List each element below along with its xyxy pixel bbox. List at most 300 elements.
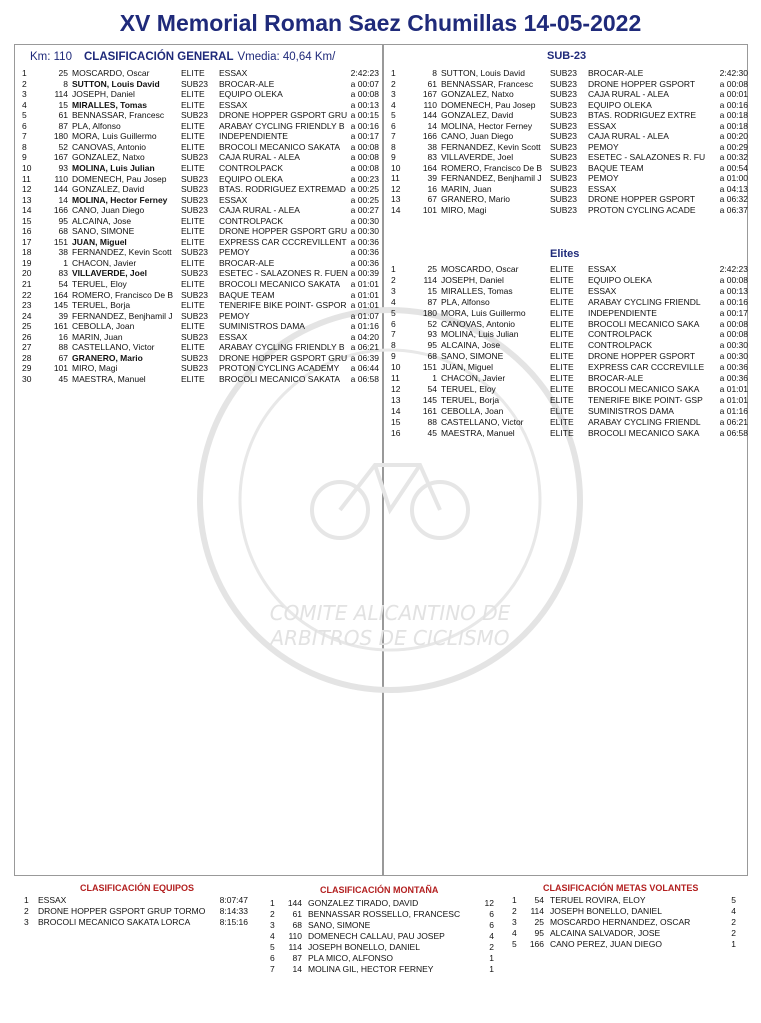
dorsal: 145 — [53, 300, 68, 311]
category: ELITE — [181, 162, 205, 173]
position: 3 — [512, 917, 517, 927]
rider-name: GRANERO, Mario — [441, 194, 510, 204]
dorsal: 68 — [292, 920, 302, 930]
dorsal: 114 — [530, 906, 544, 916]
time: a 00:30 — [719, 340, 748, 351]
rider-name: CANOVAS, Antonio — [441, 318, 516, 329]
position: 1 — [391, 264, 396, 274]
position: 29 — [22, 363, 32, 374]
rider-name: ROMERO, Francisco De B — [72, 289, 174, 300]
position: 9 — [22, 152, 27, 163]
position: 12 — [391, 183, 401, 194]
rider-name: MOLINA, Hector Ferney — [72, 194, 168, 205]
team-name: PROTON CYCLING ACADEMY — [219, 363, 340, 374]
table-row — [391, 428, 751, 439]
table-row — [22, 205, 382, 216]
table-row — [391, 329, 751, 340]
category: ELITE — [550, 285, 574, 296]
category: SUB23 — [181, 363, 208, 374]
position: 7 — [270, 964, 275, 974]
time: a 00:30 — [719, 351, 748, 362]
time: a 00:07 — [350, 78, 379, 89]
points: 12 — [484, 898, 494, 908]
category: ELITE — [550, 362, 574, 373]
team-name: DRONE HOPPER GSPORT — [588, 194, 696, 204]
dorsal: 180 — [422, 307, 437, 318]
position: 2 — [391, 274, 396, 285]
time: a 00:08 — [719, 274, 748, 285]
position: 15 — [391, 416, 401, 427]
dorsal: 83 — [427, 152, 437, 162]
table-row — [22, 353, 382, 364]
position: 10 — [391, 162, 401, 173]
team-name: BAQUE TEAM — [219, 289, 275, 300]
rider-name: JOSEPH BONELLO, DANIEL — [550, 906, 662, 916]
team-name: ARABAY CYCLING FRIENDL — [588, 296, 701, 307]
time: a 06:39 — [350, 352, 379, 363]
time: a 01:16 — [719, 405, 748, 416]
rider-name: MOLINA, Luis Julian — [441, 329, 519, 340]
dorsal: 110 — [288, 931, 302, 941]
time: a 06:44 — [350, 363, 379, 374]
dorsal: 45 — [427, 427, 437, 438]
team-name: PEMOY — [219, 247, 250, 258]
rider-name: ROMERO, Francisco De B — [441, 162, 543, 173]
points: 2 — [731, 917, 736, 927]
team-name: TENERIFE BIKE POINT- GSPOR — [219, 300, 347, 311]
table-row — [22, 300, 382, 311]
table-row — [391, 163, 751, 174]
rider-name: MIRALLES, Tomas — [441, 285, 513, 296]
dorsal: 167 — [53, 152, 68, 163]
category: SUB23 — [181, 247, 208, 258]
table-row — [391, 362, 751, 373]
table-row — [22, 142, 382, 153]
time: a 01:16 — [350, 321, 379, 332]
category: ELITE — [550, 340, 574, 351]
dorsal: 144 — [422, 110, 437, 120]
time: a 01:01 — [350, 289, 379, 300]
category: ELITE — [181, 68, 205, 78]
dorsal: 54 — [534, 895, 544, 905]
category: SUB23 — [181, 331, 208, 342]
category: SUB23 — [550, 89, 577, 99]
team-name: EXPRESS CAR CCCREVILLENT — [219, 236, 347, 247]
time: a 00:01 — [719, 89, 748, 99]
team-name: BROCAR-ALE — [588, 68, 644, 78]
team-name: BROCOLI MECANICO SAKATA — [219, 279, 341, 289]
team-name: ESETEC - SALAZONES R. FUEN — [219, 268, 348, 279]
dorsal: 1 — [63, 257, 68, 268]
rider-name: JOSEPH, Daniel — [72, 89, 135, 100]
dorsal: 88 — [427, 416, 437, 427]
category: SUB23 — [550, 194, 577, 204]
dorsal: 38 — [58, 247, 68, 258]
time: a 00:25 — [350, 184, 379, 195]
rider-name: PLA MICO, ALFONSO — [308, 953, 394, 963]
rider-name: BENNASSAR, Francesc — [72, 110, 165, 121]
team-name: ARABAY CYCLING FRIENDLY B — [219, 342, 345, 353]
rider-name: CEBOLLA, Joan — [72, 321, 135, 332]
points: 1 — [489, 953, 494, 963]
dorsal: 164 — [53, 289, 68, 300]
table-row — [22, 279, 382, 290]
table-row — [391, 297, 751, 308]
position: 15 — [22, 215, 32, 226]
category: ELITE — [550, 373, 574, 383]
points: 6 — [489, 920, 494, 930]
table-row — [391, 121, 751, 132]
time: a 01:07 — [350, 310, 379, 321]
position: 19 — [22, 257, 32, 268]
rider-name: CANO, Juan Diego — [441, 131, 514, 141]
category: ELITE — [181, 236, 205, 247]
rider-name: SUTTON, Louis David — [441, 68, 525, 78]
position: 8 — [391, 340, 396, 351]
table-row — [22, 110, 382, 121]
rider-name: FERNANDEZ, Kevin Scott — [441, 141, 541, 152]
montana-title: CLASIFICACIÓN MONTAÑA — [320, 885, 439, 895]
position: 26 — [22, 331, 32, 342]
table-row — [391, 340, 751, 351]
table-row — [22, 237, 382, 248]
category: SUB23 — [550, 99, 577, 110]
time: a 00:08 — [350, 152, 379, 163]
table-row — [391, 131, 751, 142]
dorsal: 101 — [422, 204, 437, 215]
position: 2 — [270, 909, 275, 919]
position: 1 — [22, 68, 27, 78]
time: a 00:08 — [719, 318, 748, 329]
position: 25 — [22, 321, 32, 332]
table-row — [22, 216, 382, 227]
position: 8 — [391, 141, 396, 152]
team-name: BROCAR-ALE — [219, 78, 275, 89]
elites-title: Elites — [550, 248, 580, 260]
table-row — [391, 173, 751, 184]
time: a 06:21 — [350, 342, 379, 353]
category: ELITE — [550, 264, 574, 274]
dorsal: 144 — [53, 184, 68, 195]
category: SUB23 — [181, 173, 208, 184]
position: 13 — [391, 394, 401, 405]
time: a 00:08 — [350, 162, 379, 173]
category: ELITE — [550, 274, 574, 285]
rider-name: GRANERO, Mario — [72, 352, 143, 363]
points: 1 — [731, 939, 736, 949]
time: a 00:17 — [350, 131, 379, 142]
dorsal: 14 — [58, 194, 68, 205]
position: 3 — [22, 89, 27, 100]
dorsal: 114 — [54, 89, 68, 100]
rider-name: PLA, Alfonso — [441, 296, 490, 307]
team-name: BROCOLI MECANICO SAKA — [588, 383, 700, 394]
general-title: CLASIFICACIÓN GENERAL — [83, 51, 234, 63]
team-name: BROCOLI MECANICO SAKATA — [219, 141, 341, 152]
table-row — [22, 311, 382, 322]
category: ELITE — [181, 300, 205, 311]
category: SUB23 — [550, 183, 577, 194]
position: 6 — [22, 120, 27, 131]
table-row — [391, 142, 751, 153]
team-name: CONTROLPACK — [219, 215, 284, 226]
time: a 04:13 — [719, 183, 748, 194]
position: 16 — [22, 226, 32, 237]
category: ELITE — [550, 329, 574, 340]
team-name: INDEPENDIENTE — [588, 307, 657, 318]
table-row — [22, 363, 382, 374]
category: ELITE — [181, 342, 205, 353]
position: 1 — [270, 898, 275, 908]
time: a 00:17 — [719, 307, 748, 318]
team-name: PROTON CYCLING ACADE — [588, 204, 696, 215]
team-name: EQUIPO OLEKA — [219, 89, 283, 100]
table-row — [391, 373, 751, 384]
category: ELITE — [550, 383, 574, 394]
rider-name: GONZALEZ, David — [72, 184, 145, 195]
table-row — [22, 374, 382, 385]
rider-name: TERUEL ROVIRA, ELOY — [550, 895, 646, 905]
rider-name: JUAN, Miguel — [441, 362, 493, 373]
category: SUB23 — [550, 120, 577, 131]
category: ELITE — [550, 296, 574, 307]
time: a 00:08 — [350, 141, 379, 152]
category: SUB23 — [181, 110, 208, 121]
dorsal: 1 — [432, 373, 437, 383]
position: 3 — [391, 89, 396, 99]
team-name: PEMOY — [219, 310, 250, 321]
dorsal: 166 — [529, 939, 544, 949]
position: 6 — [391, 120, 396, 131]
page-title: XV Memorial Roman Saez Chumillas 14-05-2022 — [119, 10, 642, 36]
dorsal: 161 — [53, 321, 68, 332]
category: SUB23 — [550, 152, 577, 162]
rider-name: MIRO, Magi — [441, 204, 487, 215]
time: a 00:30 — [350, 226, 379, 237]
dorsal: 14 — [427, 120, 437, 131]
position: 11 — [22, 173, 31, 184]
team-name: ESSAX — [219, 194, 248, 205]
team-name: BROCOLI MECANICO SAKATA — [219, 373, 341, 384]
time: 8:14:33 — [219, 906, 248, 916]
position: 4 — [512, 928, 517, 938]
time: a 00:29 — [719, 141, 748, 152]
category: ELITE — [181, 131, 205, 142]
team-name: ESETEC - SALAZONES R. FU — [588, 152, 706, 162]
team-name: CAJA RURAL - ALEA — [588, 131, 669, 141]
dorsal: 180 — [53, 131, 68, 142]
rider-name: GONZALEZ, Natxo — [72, 152, 145, 163]
dorsal: 93 — [427, 329, 437, 340]
rider-name: FERNANDEZ, Kevin Scott — [72, 247, 172, 258]
rider-name: MORA, Luis Guillermo — [441, 307, 526, 318]
team-name: CONTROLPACK — [588, 340, 653, 351]
team-name: ESSAX — [588, 264, 617, 274]
time: a 00:18 — [719, 110, 748, 120]
team-name: BAQUE TEAM — [588, 162, 644, 173]
dorsal: 39 — [58, 310, 68, 321]
rider-name: CANO, Juan Diego — [72, 205, 145, 216]
rider-name: MIRALLES, Tomas — [72, 99, 147, 110]
dorsal: 8 — [432, 68, 437, 78]
time: a 06:58 — [350, 373, 379, 384]
table-row — [22, 152, 382, 163]
time: a 01:01 — [350, 279, 379, 289]
table-row — [22, 100, 382, 111]
time: 2:42:23 — [350, 68, 379, 78]
dorsal: 83 — [58, 268, 68, 279]
position: 4 — [391, 99, 396, 110]
dorsal: 87 — [58, 120, 68, 131]
rider-name: TERUEL, Eloy — [441, 383, 496, 394]
category: ELITE — [550, 405, 574, 416]
rider-name: MARIN, Juan — [441, 183, 492, 194]
dorsal: 15 — [58, 99, 68, 110]
time: a 01:00 — [719, 173, 748, 183]
team-name: CONTROLPACK — [588, 329, 653, 340]
time: a 00:36 — [350, 247, 379, 258]
position: 30 — [22, 373, 32, 384]
time: a 00:30 — [350, 215, 379, 226]
time: a 00:08 — [719, 329, 748, 340]
team-name: ESSAX — [219, 68, 248, 78]
rider-name: CHACON, Javier — [72, 257, 137, 268]
sub23-title: SUB-23 — [547, 50, 587, 62]
category: SUB23 — [181, 78, 208, 89]
team-name: BTAS. RODRIGUEZ EXTRE — [588, 110, 696, 120]
position: 3 — [24, 917, 29, 927]
dorsal: 144 — [287, 898, 302, 908]
dorsal: 45 — [58, 373, 68, 384]
dorsal: 61 — [427, 78, 437, 89]
dorsal: 166 — [422, 131, 437, 141]
dorsal: 151 — [422, 362, 437, 373]
rider-name: JOSEPH BONELLO, DANIEL — [308, 942, 420, 952]
time: a 00:36 — [350, 257, 379, 268]
rider-name: SANO, SIMONE — [72, 226, 135, 237]
table-row — [391, 89, 751, 100]
dorsal: 52 — [58, 141, 68, 152]
dorsal: 54 — [58, 279, 68, 289]
dorsal: 114 — [423, 274, 437, 285]
dorsal: 14 — [292, 964, 302, 974]
position: 7 — [391, 131, 396, 141]
time: 8:07:47 — [219, 895, 248, 905]
table-row — [391, 68, 751, 79]
rider-name: VILLAVERDE, Joel — [441, 152, 514, 162]
rider-name: TERUEL, Eloy — [72, 279, 127, 289]
position: 5 — [270, 942, 275, 952]
rider-name: DOMENECH, Pau Josep — [72, 173, 167, 184]
rider-name: PLA, Alfonso — [72, 120, 121, 131]
dorsal: 110 — [54, 173, 68, 184]
dorsal: 68 — [58, 226, 68, 237]
time: a 00:36 — [719, 373, 748, 383]
position: 3 — [270, 920, 275, 930]
category: ELITE — [550, 416, 574, 427]
points: 1 — [489, 964, 494, 974]
team-name: BROCAR-ALE — [219, 257, 275, 268]
dorsal: 61 — [292, 909, 302, 919]
rider-name: CASTELLANO, Victor — [72, 342, 155, 353]
dorsal: 8 — [63, 78, 68, 89]
table-row — [22, 195, 382, 206]
category: SUB23 — [550, 204, 577, 215]
dorsal: 38 — [427, 141, 437, 152]
position: 7 — [391, 329, 396, 340]
dorsal: 88 — [58, 342, 68, 353]
rider-name: BENNASSAR ROSSELLO, FRANCESC — [308, 909, 461, 919]
category: SUB23 — [550, 141, 577, 152]
rider-name: MIRO, Magi — [72, 363, 118, 374]
position: 6 — [270, 953, 275, 963]
table-row — [22, 290, 382, 301]
rider-name: SUTTON, Louis David — [72, 78, 160, 89]
points: 2 — [489, 942, 494, 952]
category: ELITE — [550, 427, 574, 438]
team-name: SUMINISTROS DAMA — [219, 321, 305, 332]
table-row — [22, 184, 382, 195]
table-row — [391, 79, 751, 90]
team-name: EQUIPO OLEKA — [219, 173, 283, 184]
position: 3 — [391, 285, 396, 296]
category: SUB23 — [181, 152, 208, 163]
category: ELITE — [181, 279, 205, 289]
dorsal: 101 — [53, 363, 68, 374]
position: 4 — [391, 296, 396, 307]
dorsal: 25 — [427, 264, 437, 274]
time: a 00:13 — [719, 285, 748, 296]
team-name: TENERIFE BIKE POINT- GSP — [588, 394, 703, 405]
rider-name: MOLINA, Hector Ferney — [441, 120, 533, 131]
team-name: EQUIPO OLEKA — [588, 99, 652, 110]
table-row — [391, 406, 751, 417]
position: 6 — [391, 318, 396, 329]
category: ELITE — [181, 226, 205, 237]
dorsal: 16 — [427, 183, 437, 194]
position: 14 — [391, 204, 401, 215]
position: 12 — [391, 383, 401, 394]
time: a 00:54 — [719, 162, 748, 173]
category: ELITE — [550, 351, 574, 362]
metas-title: CLASIFICACIÓN METAS VOLANTES — [543, 883, 699, 893]
time: a 06:58 — [719, 427, 748, 438]
category: ELITE — [181, 257, 205, 268]
rider-name: SANO, SIMONE — [308, 920, 371, 930]
dorsal: 54 — [427, 383, 437, 394]
rider-name: CANO PEREZ, JUAN DIEGO — [550, 939, 662, 949]
table-row — [391, 351, 751, 362]
points: 5 — [731, 895, 736, 905]
rider-name: JUAN, Miguel — [72, 236, 127, 247]
points: 6 — [489, 909, 494, 919]
team-name: INDEPENDIENTE — [219, 131, 288, 142]
position: 13 — [22, 194, 32, 205]
category: SUB23 — [181, 310, 208, 321]
dorsal: 95 — [427, 340, 437, 351]
time: a 04:20 — [350, 331, 379, 342]
position: 9 — [391, 152, 396, 162]
watermark-text-bottom: ARBITROS DE CICLISMO — [270, 626, 510, 650]
position: 5 — [391, 110, 396, 120]
time: a 00:13 — [350, 99, 379, 110]
time: a 00:08 — [719, 78, 748, 89]
position: 10 — [22, 162, 32, 173]
position: 4 — [22, 99, 27, 110]
rider-name: MORA, Luis Guillermo — [72, 131, 157, 142]
category: SUB23 — [181, 268, 208, 279]
rider-name: CHACON, Javier — [441, 373, 506, 383]
